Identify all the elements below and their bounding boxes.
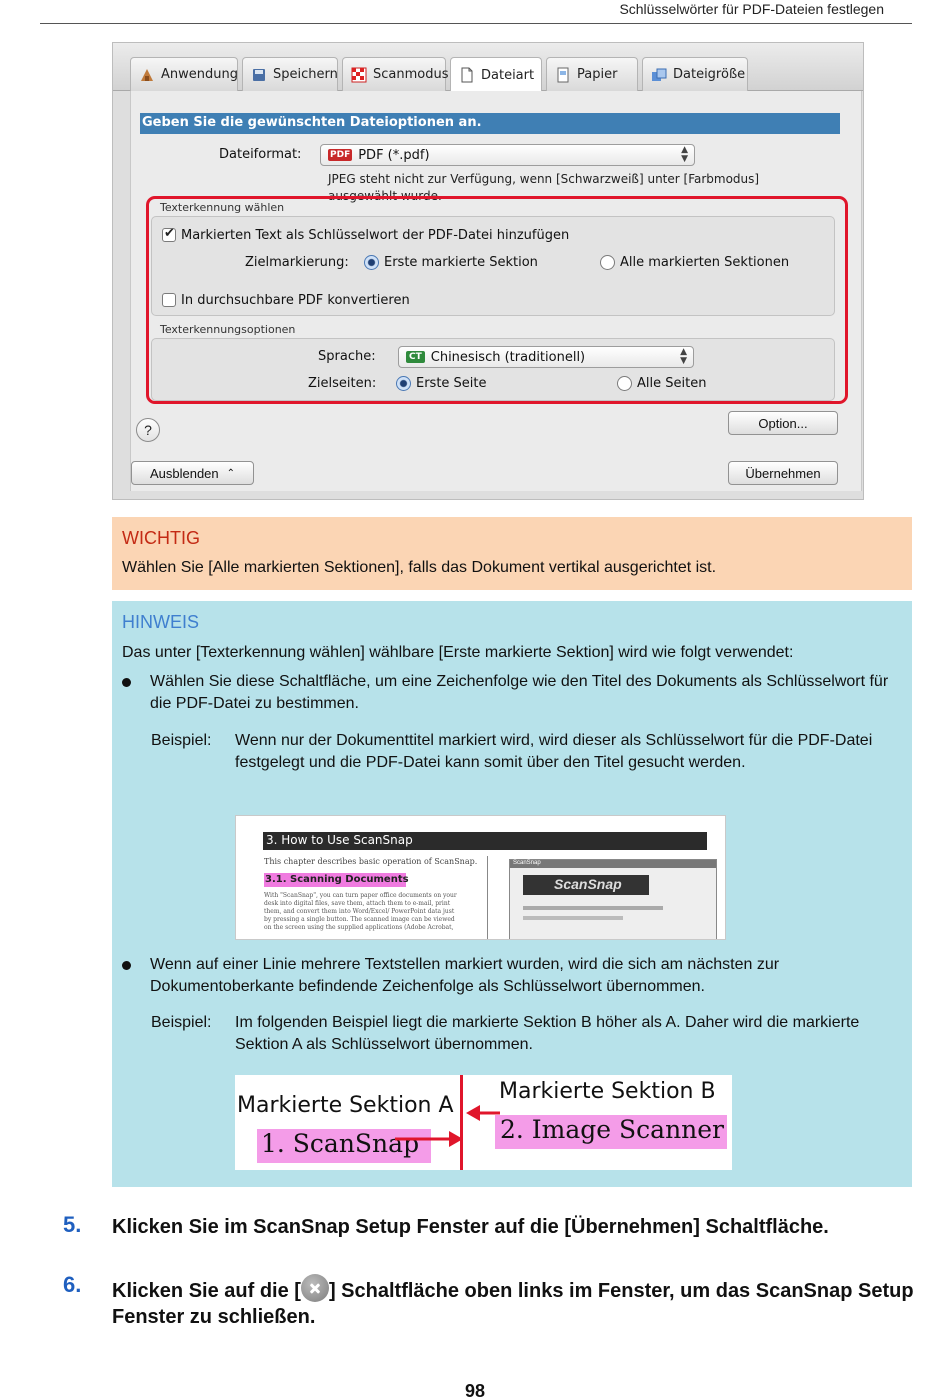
step-5-number: 5. bbox=[63, 1212, 82, 1237]
important-title: WICHTIG bbox=[122, 528, 200, 548]
section-a-text: 1. ScanSnap bbox=[261, 1129, 420, 1158]
keyword-checkbox-label: Markierten Text als Schlüsselwort der PDF-Datei hinzufügen bbox=[181, 228, 570, 243]
tab-paper[interactable]: Papier bbox=[546, 57, 638, 91]
save-icon bbox=[251, 67, 267, 83]
step-6 bbox=[0, 1272, 950, 1332]
jpeg-note: JPEG steht nicht zur Verfügung, wenn [Schwarzweiß] unter [Farbmodus] ausgewählt wurde. bbox=[328, 172, 760, 203]
example-2-label: Beispiel: bbox=[151, 1014, 212, 1031]
sample-window bbox=[509, 859, 717, 940]
tab-scan-mode[interactable]: Scanmodus bbox=[342, 57, 446, 91]
tab-bar bbox=[113, 43, 863, 91]
example-2-text: Im folgenden Beispiel liegt die markierte Sektion B höher als A. Daher wird die markierte Sektion A als Schlüsselwort übernommen. bbox=[235, 1014, 860, 1053]
important-box bbox=[112, 517, 912, 590]
sample-intro-line: This chapter describes basic operation of ScanSnap. bbox=[264, 857, 478, 866]
sample-line bbox=[523, 916, 623, 920]
file-format-value: PDF (*.pdf) bbox=[358, 147, 430, 163]
radio-first-section-label: Erste markierte Sektion bbox=[384, 255, 538, 270]
sample-divider bbox=[487, 856, 488, 940]
paper-icon bbox=[555, 67, 571, 83]
step-5 bbox=[0, 1212, 950, 1242]
dialog-bottom-bar bbox=[113, 491, 863, 499]
file-size-icon bbox=[651, 67, 667, 83]
file-format-label: Dateiformat: bbox=[219, 147, 302, 162]
file-type-icon bbox=[459, 67, 475, 83]
language-label: Sprache: bbox=[318, 349, 376, 364]
hint-bullet-1-text: Wählen Sie diese Schaltfläche, um eine Zeichenfolge wie den Titel des Dokuments als Schlüsselwort für die PDF-Datei zu bestimmen. bbox=[150, 673, 889, 712]
option-button[interactable]: Option... bbox=[728, 411, 838, 435]
example-1-text: Wenn nur der Dokumenttitel markiert wird, wird dieser als Schlüsselwort für die PDF-Datei festgelegt und die PDF-Datei kann somit über den Titel gesucht werden. bbox=[235, 732, 873, 771]
page-number: 98 bbox=[464, 1381, 486, 1400]
application-icon bbox=[139, 67, 155, 83]
arrow-right-icon bbox=[395, 1129, 465, 1149]
tab-save[interactable]: Speichern bbox=[242, 57, 338, 91]
hint-intro: Das unter [Texterkennung wählen] wählbare [Erste markierte Sektion] wird wie folgt verwendet: bbox=[122, 644, 794, 661]
sample-sections-image bbox=[235, 1075, 732, 1170]
example-1-label: Beispiel: bbox=[151, 732, 212, 749]
divider-line bbox=[460, 1075, 463, 1170]
bullet-icon bbox=[122, 961, 131, 970]
section-b-label: Markierte Sektion B bbox=[499, 1079, 716, 1104]
hide-button[interactable] bbox=[131, 461, 254, 485]
instruction-banner: Geben Sie die gewünschten Dateioptionen an. bbox=[140, 113, 840, 134]
sample-body: With "ScanSnap", you can turn paper office documents on your desk into digital files, save them, attach them to e-mail, print them, and convert them into Word/Excel/ PowerPoint data just by pressing a single button. The scanned image can be viewed on the screen using the supplied applications (Adobe Acrobat, bbox=[264, 892, 457, 931]
tab-application[interactable]: Anwendung bbox=[130, 57, 238, 91]
sample-highlight-text: 3.1. Scanning Documents bbox=[265, 874, 409, 885]
hide-button-label: Ausblenden bbox=[149, 465, 219, 481]
sample-window-title: ScanSnap bbox=[513, 860, 541, 866]
options-title: Texterkennungsoptionen bbox=[160, 323, 296, 336]
hint-example-2 bbox=[151, 1012, 901, 1058]
highlight-frame bbox=[146, 196, 848, 404]
select-arrows-icon: ▲ ▼ bbox=[681, 145, 688, 164]
apply-button[interactable]: Übernehmen bbox=[728, 461, 838, 485]
important-text: Wählen Sie [Alle markierten Sektionen], falls das Dokument vertikal ausgerichtet ist. bbox=[122, 559, 717, 576]
select-arrows-icon: ▲ ▼ bbox=[680, 347, 687, 366]
radio-first-page-label: Erste Seite bbox=[416, 376, 487, 391]
page-header-title: Schlüsselwörter für PDF-Dateien festlegen bbox=[619, 1, 884, 17]
radio-all-sections-label: Alle markierten Sektionen bbox=[620, 255, 790, 270]
sample-line bbox=[523, 906, 663, 910]
step-6-text: Klicken Sie auf die [ ] Schaltfläche oben links im Fenster, um das ScanSnap Setup Fenster zu schließen. bbox=[112, 1274, 922, 1330]
tab-file-type[interactable]: Dateiart bbox=[450, 57, 542, 92]
hint-box bbox=[112, 601, 912, 1187]
radio-all-pages-label: Alle Seiten bbox=[637, 376, 707, 391]
step-6-number: 6. bbox=[63, 1272, 82, 1297]
section-b-text: 2. Image Scanner bbox=[500, 1115, 725, 1144]
close-icon bbox=[301, 1274, 329, 1302]
language-flag-icon: CT bbox=[406, 351, 425, 363]
target-marking-label: Zielmarkierung: bbox=[245, 255, 349, 270]
language-value: Chinesisch (traditionell) bbox=[430, 349, 586, 365]
chevron-up-icon: ⌃ bbox=[226, 467, 236, 479]
target-pages-label: Zielseiten: bbox=[308, 376, 377, 391]
page-header bbox=[40, 0, 912, 24]
text-recognition-title: Texterkennung wählen bbox=[160, 201, 285, 214]
bullet-icon bbox=[122, 678, 131, 687]
scan-mode-icon bbox=[351, 67, 367, 83]
help-button[interactable]: ? bbox=[136, 418, 160, 442]
pdf-icon: PDF bbox=[330, 150, 351, 160]
tab-file-size[interactable]: Dateigröße bbox=[642, 57, 748, 91]
step-5-text: Klicken Sie im ScanSnap Setup Fenster auf die [Übernehmen] Schaltfläche. bbox=[112, 1216, 829, 1238]
file-format-select[interactable] bbox=[320, 144, 695, 166]
hint-title: HINWEIS bbox=[122, 612, 200, 632]
hint-example-1 bbox=[151, 730, 901, 800]
sample-document-image bbox=[235, 815, 726, 940]
sample-logo: ScanSnap bbox=[554, 876, 622, 892]
section-a-label: Markierte Sektion A bbox=[237, 1093, 454, 1118]
searchable-pdf-label: In durchsuchbare PDF konvertieren bbox=[181, 293, 410, 308]
sample-heading: 3. How to Use ScanSnap bbox=[266, 833, 413, 847]
hint-bullet-2-text: Wenn auf einer Linie mehrere Textstellen markiert wurden, wird die sich am nächsten zur Dokumentoberkante befindende Zeichenfolge als Schlüsselwort übernommen. bbox=[150, 956, 780, 995]
